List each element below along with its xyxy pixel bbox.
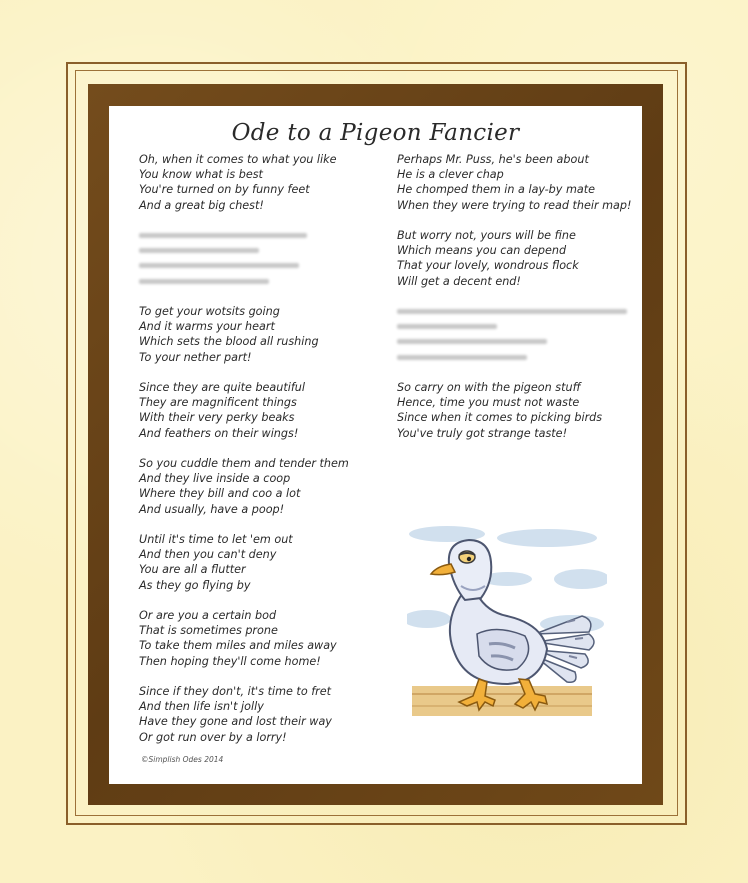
poem-line: To take them miles and miles away bbox=[139, 639, 337, 653]
poem-line: Or got run over by a lorry! bbox=[139, 730, 287, 744]
redacted-line bbox=[139, 243, 379, 258]
copyright-notice: ©Simplish Odes 2014 bbox=[141, 755, 224, 764]
poem-sheet bbox=[109, 106, 642, 784]
stanza bbox=[397, 152, 637, 213]
poem-left-column bbox=[139, 152, 379, 760]
redacted-stanza bbox=[139, 228, 379, 289]
poem-line: You know what is best bbox=[139, 168, 263, 182]
stanza bbox=[397, 380, 637, 441]
poem-line: And then you can't deny bbox=[139, 548, 277, 562]
redacted-line bbox=[397, 334, 637, 349]
poem-line: Which means you can depend bbox=[397, 244, 567, 258]
stanza bbox=[139, 380, 379, 441]
stanza bbox=[139, 304, 379, 365]
poem-line: And feathers on their wings! bbox=[139, 426, 299, 440]
poem-line: And then life isn't jolly bbox=[139, 700, 264, 714]
poem-line: You're turned on by funny feet bbox=[139, 183, 310, 197]
redacted-line bbox=[139, 274, 379, 289]
redacted-stanza bbox=[397, 304, 637, 365]
stanza bbox=[139, 532, 379, 593]
wooden-perch bbox=[412, 686, 592, 716]
poem-line: To your nether part! bbox=[139, 350, 252, 364]
poem-line: And usually, have a poop! bbox=[139, 502, 285, 516]
redacted-line bbox=[397, 319, 637, 334]
poem-line: Since if they don't, it's time to fret bbox=[139, 684, 332, 698]
redacted-line bbox=[397, 304, 637, 319]
stanza bbox=[139, 684, 379, 745]
stanza bbox=[139, 152, 379, 213]
pigeon-illustration bbox=[407, 524, 607, 734]
poem-line: Oh, when it comes to what you like bbox=[139, 153, 337, 166]
poem-line: That is sometimes prone bbox=[139, 624, 278, 638]
stanza bbox=[139, 456, 379, 517]
poem-line: That your lovely, wondrous flock bbox=[397, 259, 579, 273]
poem-line: Will get a decent end! bbox=[397, 274, 521, 288]
poem-line: And they live inside a coop bbox=[139, 472, 291, 486]
poem-line: To get your wotsits going bbox=[139, 304, 280, 318]
stanza bbox=[397, 228, 637, 289]
stanza bbox=[139, 608, 379, 669]
poem-line: He is a clever chap bbox=[397, 168, 504, 182]
poem-line: But worry not, yours will be fine bbox=[397, 229, 576, 242]
poem-line: And it warms your heart bbox=[139, 320, 275, 334]
redacted-line bbox=[139, 228, 379, 243]
poem-line: Perhaps Mr. Puss, he's been about bbox=[397, 153, 589, 166]
poem-line: So carry on with the pigeon stuff bbox=[397, 380, 581, 394]
poem-line: He chomped them in a lay-by mate bbox=[397, 183, 595, 197]
poem-line: Since they are quite beautiful bbox=[139, 380, 306, 394]
poem-line: With their very perky beaks bbox=[139, 411, 295, 425]
poem-line: Have they gone and lost their way bbox=[139, 715, 332, 729]
poem-line: Since when it comes to picking birds bbox=[397, 411, 603, 425]
poem-right-column bbox=[397, 152, 637, 456]
poem-line: As they go flying by bbox=[139, 578, 251, 592]
poem-title: Ode to a Pigeon Fancier bbox=[231, 120, 520, 146]
pigeon-beak bbox=[431, 564, 455, 575]
poem-line: Or are you a certain bod bbox=[139, 608, 277, 622]
poem-line: When they were trying to read their map! bbox=[397, 198, 632, 212]
poem-line: Which sets the blood all rushing bbox=[139, 335, 319, 349]
poem-line: You are all a flutter bbox=[139, 563, 246, 577]
poem-line: So you cuddle them and tender them bbox=[139, 456, 349, 470]
poem-line: Until it's time to let 'em out bbox=[139, 532, 293, 546]
redacted-line bbox=[139, 258, 379, 273]
poem-line: And a great big chest! bbox=[139, 198, 264, 212]
poem-line: Where they bill and coo a lot bbox=[139, 487, 301, 501]
redacted-line bbox=[397, 350, 637, 365]
pigeon-head bbox=[449, 540, 491, 600]
poem-line: Hence, time you must not waste bbox=[397, 396, 580, 410]
poem-line: You've truly got strange taste! bbox=[397, 426, 568, 440]
poem-line: They are magnificent things bbox=[139, 396, 297, 410]
poem-line: Then hoping they'll come home! bbox=[139, 654, 321, 668]
